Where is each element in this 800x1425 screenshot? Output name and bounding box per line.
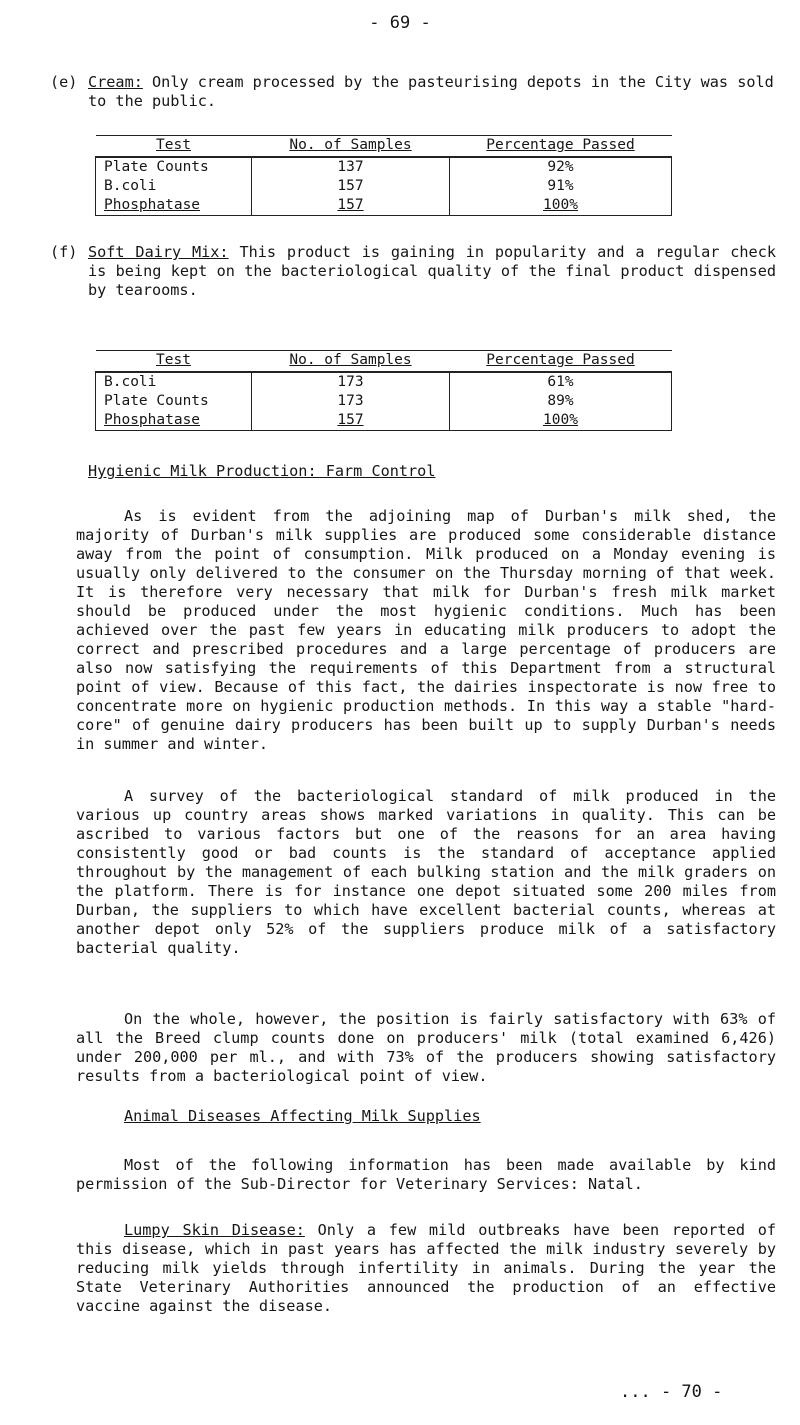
cream-header-samples: No. of Samples <box>252 136 450 158</box>
cream-cell-percentage: 100% <box>450 196 672 216</box>
hygienic-paragraph-3: On the whole, however, the position is fairly satisfactory with 63% of all the Breed clump counts done on producers' milk (total examined 6,426) under 200,000 per ml., and with 73% of the producers showing satisfactory results from a bacteriological point of view. <box>76 1010 776 1085</box>
cream-cell-percentage: 92% <box>450 157 672 177</box>
soft-dairy-cell-percentage: 100% <box>450 411 672 431</box>
hygienic-paragraph-2: A survey of the bacteriological standard of milk produced in the various up country areas shows marked variations in quality. This can be ascribed to various factors but one of the reasons for an area having consistently good or bad counts is the standard of acceptance applied throughout by the management of each bulking station and the milk graders on the platform. There is for instance one depot situated some 200 miles from Durban, the suppliers to which have excellent bacterial counts, whereas at another depot only 52% of the suppliers produce milk of a satisfactory bacterial quality. <box>76 787 776 957</box>
soft-dairy-cell-test: Phosphatase <box>96 411 252 431</box>
cream-cell-samples: 157 <box>252 177 450 196</box>
table-row <box>96 177 672 196</box>
soft-dairy-cell-percentage: 61% <box>450 372 672 392</box>
soft-dairy-header-samples: No. of Samples <box>252 351 450 373</box>
lumpy-skin-text: Only a few mild outbreaks have been reported of this disease, which in past years has affected the milk industry severely by reducing milk yields through infertility in animals. During the year the State Veterinary Authorities announced the production of an effective vaccine against the disease. <box>76 1221 776 1315</box>
lumpy-skin-heading: Lumpy Skin Disease: <box>124 1221 305 1239</box>
page-number: - 69 - <box>369 13 431 33</box>
cream-header-test: Test <box>96 136 252 158</box>
section-soft-dairy <box>50 243 776 300</box>
soft-dairy-cell-samples: 157 <box>252 411 450 431</box>
soft-dairy-text: This product is gaining in popularity and a regular check is being kept on the bacteriological quality of the final product dispensed by tearooms. <box>88 243 776 299</box>
cream-cell-test: Plate Counts <box>96 157 252 177</box>
soft-dairy-heading: Soft Dairy Mix: <box>88 243 229 261</box>
cream-cell-samples: 137 <box>252 157 450 177</box>
table-row <box>96 157 672 177</box>
animal-heading: Animal Diseases Affecting Milk Supplies <box>124 1107 481 1125</box>
soft-dairy-header-percentage: Percentage Passed <box>450 351 672 373</box>
cream-label: (e) <box>50 73 78 91</box>
cream-cell-samples: 157 <box>252 196 450 216</box>
soft-dairy-cell-test: Plate Counts <box>96 392 252 411</box>
cream-table <box>95 135 672 216</box>
table-row <box>96 411 672 431</box>
cream-text: Only cream processed by the pasteurising depots in the City was sold to the public. <box>88 73 774 110</box>
table-row <box>96 196 672 216</box>
soft-dairy-cell-samples: 173 <box>252 392 450 411</box>
table-row <box>96 392 672 411</box>
animal-intro: Most of the following information has been made available by kind permission of the Sub-Director for Veterinary Services: Natal. <box>76 1156 776 1193</box>
cream-cell-test: Phosphatase <box>96 196 252 216</box>
soft-dairy-cell-percentage: 89% <box>450 392 672 411</box>
continuation-marker: ... - 70 - <box>620 1382 723 1402</box>
soft-dairy-header-test: Test <box>96 351 252 373</box>
soft-dairy-cell-test: B.coli <box>96 372 252 392</box>
soft-dairy-label: (f) <box>50 243 78 261</box>
soft-dairy-cell-samples: 173 <box>252 372 450 392</box>
cream-header-percentage: Percentage Passed <box>450 136 672 158</box>
hygienic-paragraph-1: As is evident from the adjoining map of Durban's milk shed, the majority of Durban's milk supplies are produced some considerable distance away from the point of consumption. Milk produced on a Monday evening is usually only delivered to the consumer on the Thursday morning of that week. It is therefore very necessary that milk for Durban's fresh milk market should be produced under the most hygienic conditions. Much has been achieved over the past few years in educating milk producers to adopt the correct and prescribed procedures and a large percentage of producers are also now satisfying the requirements of this Department from a structural point of view. Because of this fact, the dairies inspectorate is now free to concentrate more on hygienic production methods. In this way a stable "hard-core" of genuine dairy producers has been built up to supply Durban's needs in summer and winter. <box>76 507 776 753</box>
soft-dairy-table <box>95 350 672 431</box>
lumpy-skin-paragraph <box>76 1221 776 1316</box>
cream-cell-percentage: 91% <box>450 177 672 196</box>
section-cream <box>50 73 776 111</box>
table-row <box>96 372 672 392</box>
cream-cell-test: B.coli <box>96 177 252 196</box>
hygienic-heading: Hygienic Milk Production: Farm Control <box>88 462 436 480</box>
cream-heading: Cream: <box>88 73 143 91</box>
